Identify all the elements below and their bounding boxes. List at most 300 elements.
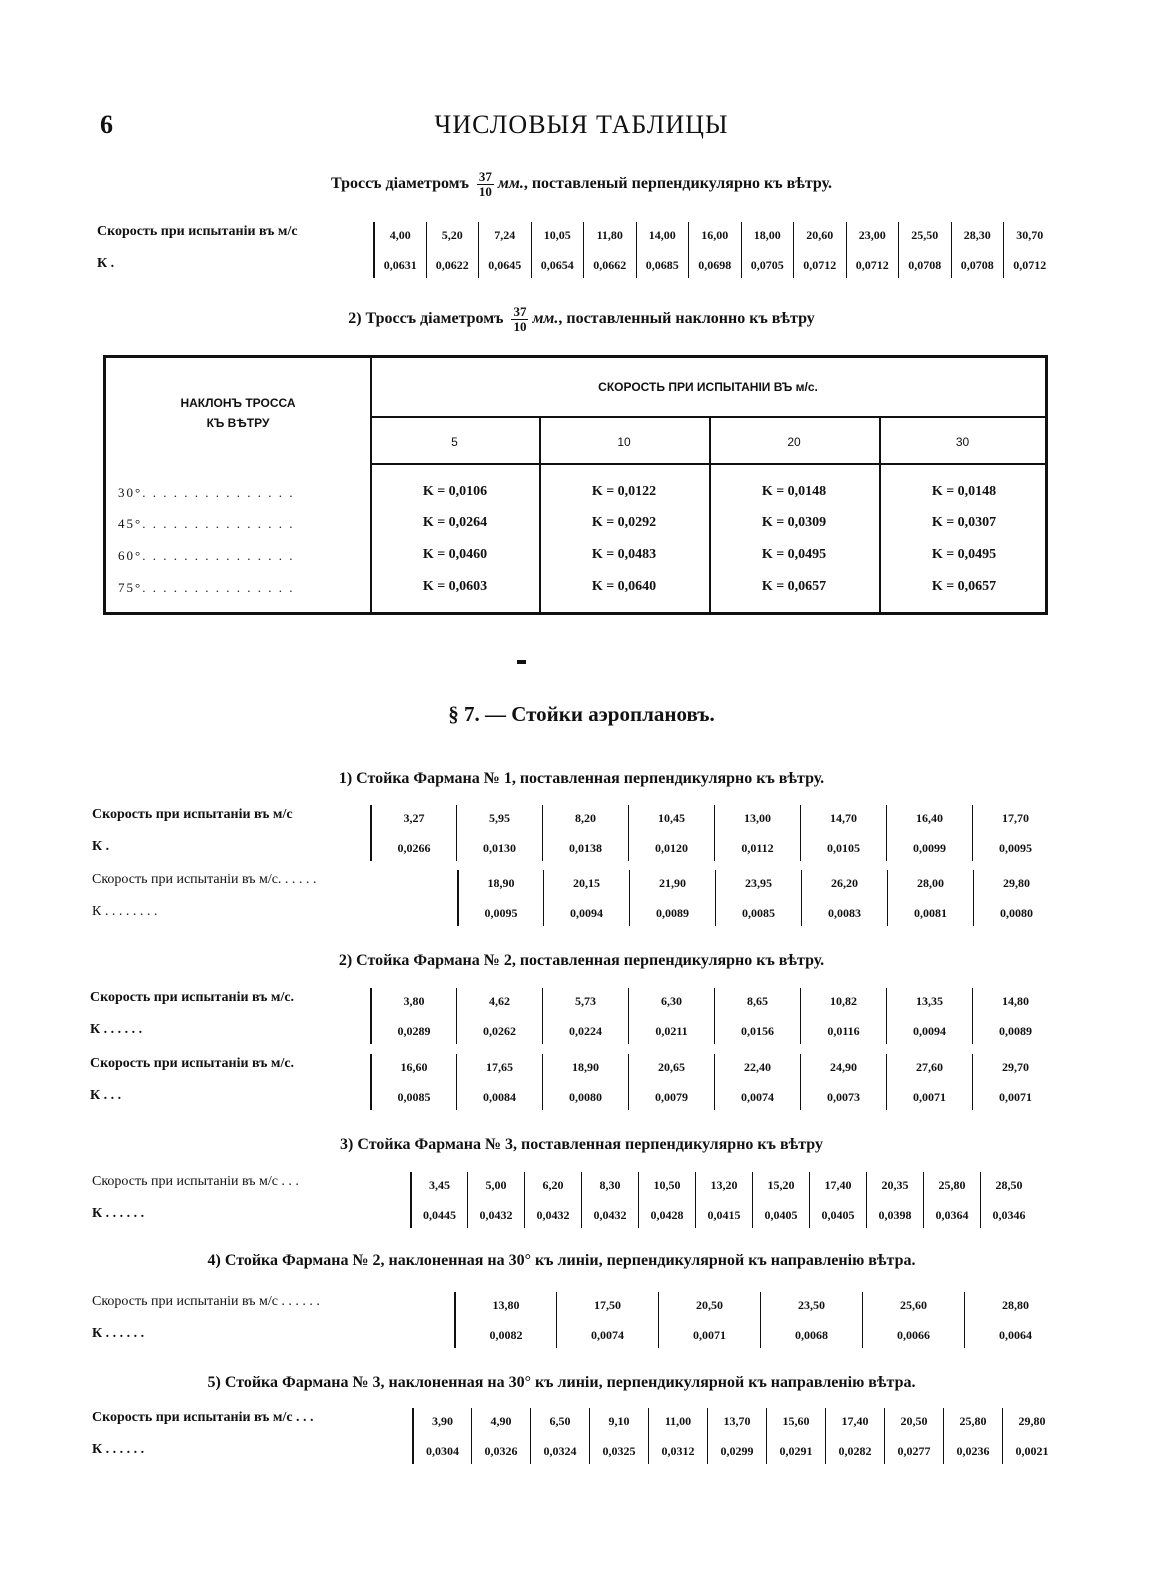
speed-value: 22,40 bbox=[744, 1060, 771, 1074]
table2-caption-post: , поставленный наклонно къ вѣтру bbox=[558, 310, 815, 328]
data-column bbox=[542, 988, 628, 1044]
data-column bbox=[793, 222, 846, 278]
speed-label: Скорость при испытаніи въ м/с bbox=[92, 807, 293, 822]
incline-row-label: 30°. . . . . . . . . . . . . . . bbox=[118, 485, 295, 500]
data-column bbox=[800, 988, 886, 1044]
strut2-cells-a bbox=[370, 988, 1058, 1044]
data-column bbox=[530, 1408, 589, 1464]
speed-value: 8,30 bbox=[599, 1178, 621, 1192]
data-column bbox=[886, 1054, 972, 1110]
speed-value: 11,80 bbox=[596, 228, 623, 242]
data-column bbox=[478, 222, 531, 278]
k-label: К . . . . . . bbox=[90, 1022, 143, 1037]
speed-value: 26,20 bbox=[831, 876, 858, 890]
data-column bbox=[457, 870, 543, 926]
k-value: K = 0,0148 bbox=[761, 484, 827, 499]
k-value: 0,0074 bbox=[741, 1090, 774, 1104]
speed-value: 5,00 bbox=[485, 1178, 507, 1192]
speed-value: 20,50 bbox=[900, 1414, 928, 1428]
strut2-rows-b bbox=[90, 1054, 1057, 1114]
speed-value: 25,80 bbox=[938, 1178, 966, 1192]
k-value: 0,0080 bbox=[1000, 906, 1033, 920]
k-value: 0,0445 bbox=[423, 1208, 456, 1222]
speed-value: 14,70 bbox=[830, 811, 857, 825]
data-column bbox=[589, 1408, 648, 1464]
speed-value: 6,30 bbox=[661, 994, 682, 1008]
k-value: 0,0708 bbox=[908, 258, 942, 272]
speed-value: 10,05 bbox=[543, 228, 571, 242]
speed-value: 14,80 bbox=[1002, 994, 1029, 1008]
k-value: 0,0130 bbox=[483, 841, 516, 855]
k-value: 0,0105 bbox=[827, 841, 860, 855]
k-value: 0,0299 bbox=[720, 1444, 754, 1458]
k-value: 0,0068 bbox=[795, 1328, 828, 1342]
k-value: 0,0712 bbox=[855, 258, 889, 272]
fraction-denominator: 10 bbox=[478, 184, 492, 199]
strut3-rows bbox=[92, 1172, 1061, 1232]
data-column bbox=[886, 805, 972, 861]
k-value: 0,0236 bbox=[956, 1444, 990, 1458]
k-value: 0,0312 bbox=[661, 1444, 695, 1458]
table2-caption bbox=[0, 305, 1163, 334]
k-value: K = 0,0106 bbox=[422, 484, 488, 499]
speed-value: 4,90 bbox=[490, 1414, 512, 1428]
strut1-caption: 1) Стойка Фармана № 1, поставленная перпендикулярно къ вѣтру. bbox=[338, 770, 825, 787]
speed-value: 3,27 bbox=[403, 811, 425, 825]
strut4-rows bbox=[92, 1292, 1057, 1352]
speed-value: 8,20 bbox=[575, 811, 596, 825]
data-column bbox=[583, 222, 636, 278]
incline-header-line2: КЪ ВѢТРУ bbox=[206, 416, 270, 430]
data-column bbox=[951, 222, 1004, 278]
k-value: 0,0084 bbox=[483, 1090, 516, 1104]
k-value: 0,0432 bbox=[479, 1208, 513, 1222]
k-value: K = 0,0603 bbox=[422, 579, 488, 594]
k-value: K = 0,0292 bbox=[591, 515, 657, 530]
data-column bbox=[373, 222, 426, 278]
table2-divider bbox=[370, 416, 1046, 418]
k-value: 0,0291 bbox=[779, 1444, 813, 1458]
table1-diameter-fraction bbox=[477, 170, 494, 199]
k-value: 0,0325 bbox=[602, 1444, 636, 1458]
k-value: 0,0415 bbox=[707, 1208, 741, 1222]
table2-divider bbox=[370, 463, 1046, 465]
k-value: K = 0,0307 bbox=[931, 515, 997, 530]
strut3-caption: 3) Стойка Фармана № 3, поставленная перпендикулярно къ вѣтру bbox=[340, 1136, 823, 1153]
speed-value: 29,80 bbox=[1018, 1414, 1046, 1428]
speed-value: 3,45 bbox=[429, 1178, 450, 1192]
strut2-rows-a bbox=[90, 988, 1057, 1048]
speed-label: Скорость при испытаніи въ м/с. . . . . . bbox=[92, 872, 317, 887]
k-label: К . . . . . . . . bbox=[92, 904, 158, 919]
k-label: К . . . bbox=[90, 1088, 122, 1103]
data-column bbox=[410, 1172, 467, 1228]
k-label: К . . . . . . bbox=[92, 1326, 145, 1341]
speed-value: 5,73 bbox=[575, 994, 596, 1008]
k-value: 0,0071 bbox=[913, 1090, 946, 1104]
k-value: 0,0085 bbox=[397, 1090, 431, 1104]
k-value: 0,0066 bbox=[897, 1328, 930, 1342]
speed-value: 13,70 bbox=[723, 1414, 751, 1428]
k-value: 0,0398 bbox=[878, 1208, 912, 1222]
k-value: 0,0364 bbox=[935, 1208, 969, 1222]
speed-value: 24,90 bbox=[830, 1060, 857, 1074]
data-column bbox=[426, 222, 479, 278]
table2-diameter-fraction bbox=[511, 305, 528, 334]
data-column bbox=[629, 870, 715, 926]
fraction-numerator: 37 bbox=[513, 304, 527, 319]
speed-value: 15,60 bbox=[782, 1414, 810, 1428]
k-value: 0,0262 bbox=[483, 1024, 516, 1038]
data-column bbox=[800, 805, 886, 861]
strut1-cells-a bbox=[370, 805, 1058, 861]
data-column bbox=[542, 805, 628, 861]
incline-header-line1: НАКЛОНЪ ТРОССА bbox=[180, 396, 296, 410]
k-value: 0,0289 bbox=[397, 1024, 431, 1038]
data-column bbox=[524, 1172, 581, 1228]
speed-value: 21,90 bbox=[659, 876, 686, 890]
k-value: 0,0021 bbox=[1015, 1444, 1049, 1458]
k-value: K = 0,0483 bbox=[591, 547, 657, 562]
k-value: 0,0094 bbox=[913, 1024, 946, 1038]
k-value: 0,0112 bbox=[741, 841, 774, 855]
data-column bbox=[752, 1172, 809, 1228]
data-column bbox=[972, 805, 1058, 861]
k-value: 0,0071 bbox=[693, 1328, 726, 1342]
k-value: 0,0326 bbox=[484, 1444, 518, 1458]
data-column bbox=[715, 870, 801, 926]
k-label: К . . . . . . bbox=[92, 1442, 145, 1457]
data-column bbox=[628, 805, 714, 861]
speed-value: 6,20 bbox=[542, 1178, 564, 1192]
strut1-rows-a bbox=[92, 805, 1057, 865]
speed-header: СКОРОСТЬ ПРИ ИСПЫТАНІИ ВЪ м/с. bbox=[598, 380, 818, 394]
k-value: 0,0082 bbox=[489, 1328, 523, 1342]
data-column bbox=[760, 1292, 862, 1348]
data-column bbox=[628, 988, 714, 1044]
k-value: 0,0083 bbox=[828, 906, 861, 920]
k-value: 0,0079 bbox=[655, 1090, 688, 1104]
speed-col-5: 5 bbox=[451, 435, 458, 449]
speed-value: 25,80 bbox=[959, 1414, 987, 1428]
k-value: 0,0211 bbox=[655, 1024, 688, 1038]
k-value: 0,0266 bbox=[397, 841, 431, 855]
speed-value: 17,40 bbox=[824, 1178, 852, 1192]
data-column bbox=[456, 1054, 542, 1110]
data-column bbox=[370, 988, 456, 1044]
speed-value: 10,82 bbox=[830, 994, 857, 1008]
speed-value: 28,50 bbox=[995, 1178, 1023, 1192]
data-column bbox=[531, 222, 584, 278]
speed-col-20: 20 bbox=[787, 435, 801, 449]
k-value: K = 0,0495 bbox=[761, 547, 827, 562]
k-value: K = 0,0657 bbox=[931, 579, 997, 594]
data-column bbox=[714, 805, 800, 861]
data-column bbox=[556, 1292, 658, 1348]
strut1-cells-b bbox=[457, 870, 1059, 926]
speed-value: 17,50 bbox=[594, 1298, 621, 1312]
k-value: 0,0080 bbox=[569, 1090, 602, 1104]
k-value: 0,0622 bbox=[435, 258, 469, 272]
speed-value: 23,50 bbox=[798, 1298, 825, 1312]
page-title: ЧИСЛОВЫЯ ТАБЛИЦЫ bbox=[434, 110, 729, 139]
speed-value: 4,62 bbox=[489, 994, 510, 1008]
k-value: 0,0405 bbox=[764, 1208, 798, 1222]
speed-value: 18,00 bbox=[753, 228, 781, 242]
data-column bbox=[800, 1054, 886, 1110]
k-value: 0,0662 bbox=[593, 258, 627, 272]
speed-label: Скорость при испытаніи въ м/с. bbox=[90, 990, 295, 1005]
strut2-caption: 2) Стойка Фармана № 2, поставленная перпендикулярно къ вѣтру. bbox=[338, 952, 825, 969]
speed-value: 29,70 bbox=[1002, 1060, 1029, 1074]
data-column bbox=[887, 870, 973, 926]
strut5-cells bbox=[412, 1408, 1061, 1464]
strut2-cells-b bbox=[370, 1054, 1058, 1110]
speed-value: 23,95 bbox=[745, 876, 772, 890]
k-value: 0,0282 bbox=[838, 1444, 872, 1458]
speed-value: 18,90 bbox=[572, 1060, 599, 1074]
strut4-caption: 4) Стойка Фармана № 2, наклоненная на 30° къ линіи, перпендикулярной къ направленію вѣтра. bbox=[207, 1252, 916, 1269]
fraction-numerator: 37 bbox=[478, 169, 492, 184]
speed-value: 5,20 bbox=[441, 228, 463, 242]
k-value: K = 0,0264 bbox=[422, 515, 488, 530]
speed-value: 10,50 bbox=[653, 1178, 681, 1192]
data-column bbox=[581, 1172, 638, 1228]
k-label: К . bbox=[92, 839, 110, 854]
k-value: 0,0089 bbox=[656, 906, 689, 920]
k-value: K = 0,0122 bbox=[591, 484, 657, 499]
speed-value: 16,40 bbox=[916, 811, 943, 825]
strut3-cells bbox=[410, 1172, 1037, 1228]
k-value: 0,0095 bbox=[999, 841, 1032, 855]
speed-label: Скорость при испытаніи въ м/с. bbox=[90, 1056, 295, 1071]
table1-unit: мм. bbox=[497, 175, 524, 193]
k-value: 0,0064 bbox=[999, 1328, 1032, 1342]
data-column bbox=[972, 1054, 1058, 1110]
speed-value: 6,50 bbox=[549, 1414, 571, 1428]
speed-value: 13,35 bbox=[916, 994, 943, 1008]
speed-value: 11,00 bbox=[664, 1414, 692, 1428]
speed-value: 20,35 bbox=[881, 1178, 909, 1192]
speed-value: 28,30 bbox=[963, 228, 991, 242]
data-column bbox=[898, 222, 951, 278]
k-value: 0,0405 bbox=[821, 1208, 855, 1222]
table1-caption-pre: Троссъ діаметромъ bbox=[331, 175, 469, 193]
speed-value: 18,90 bbox=[487, 876, 515, 890]
data-column bbox=[471, 1408, 530, 1464]
strut5-rows bbox=[92, 1408, 1061, 1468]
data-column bbox=[543, 870, 629, 926]
incline-row-label: 60°. . . . . . . . . . . . . . . bbox=[118, 548, 295, 563]
speed-col-30: 30 bbox=[955, 435, 970, 449]
data-column bbox=[1003, 222, 1056, 278]
data-column bbox=[825, 1408, 884, 1464]
k-label: К . . . . . . bbox=[92, 1206, 145, 1221]
data-column bbox=[688, 222, 741, 278]
k-value: 0,0346 bbox=[992, 1208, 1026, 1222]
table2-caption-pre: 2) Троссъ діаметромъ bbox=[348, 310, 504, 328]
data-column bbox=[467, 1172, 524, 1228]
separator-mark bbox=[517, 660, 526, 664]
speed-value: 16,60 bbox=[400, 1060, 428, 1074]
incline-row-label: 75°. . . . . . . . . . . . . . . bbox=[118, 580, 295, 595]
speed-value: 25,50 bbox=[911, 228, 939, 242]
speed-value: 4,00 bbox=[389, 228, 411, 242]
table2-unit: мм. bbox=[532, 310, 559, 328]
k-value: 0,0631 bbox=[383, 258, 417, 272]
data-column bbox=[707, 1408, 766, 1464]
data-column bbox=[943, 1408, 1002, 1464]
speed-value: 8,65 bbox=[747, 994, 768, 1008]
k-value: 0,0708 bbox=[960, 258, 994, 272]
speed-value: 28,80 bbox=[1002, 1298, 1029, 1312]
k-value: 0,0685 bbox=[645, 258, 679, 272]
data-column bbox=[714, 1054, 800, 1110]
data-column bbox=[801, 870, 887, 926]
table1-caption bbox=[0, 170, 1163, 199]
k-value: 0,0698 bbox=[698, 258, 732, 272]
data-column bbox=[456, 805, 542, 861]
speed-value: 29,80 bbox=[1003, 876, 1030, 890]
data-column bbox=[884, 1408, 943, 1464]
speed-value: 15,20 bbox=[767, 1178, 795, 1192]
data-column bbox=[628, 1054, 714, 1110]
k-value: 0,0120 bbox=[655, 841, 688, 855]
speed-value: 3,90 bbox=[432, 1414, 453, 1428]
table1-caption-post: , поставленый перпендикулярно къ вѣтру. bbox=[523, 175, 832, 193]
data-column bbox=[638, 1172, 695, 1228]
data-column bbox=[980, 1172, 1037, 1228]
speed-col-10: 10 bbox=[617, 435, 631, 449]
speed-value: 17,40 bbox=[841, 1414, 869, 1428]
speed-value: 7,24 bbox=[494, 228, 516, 242]
fraction-denominator: 10 bbox=[513, 319, 527, 334]
data-column bbox=[412, 1408, 471, 1464]
speed-value: 13,80 bbox=[492, 1298, 520, 1312]
data-column bbox=[695, 1172, 752, 1228]
k-value: K = 0,0148 bbox=[931, 484, 997, 499]
k-value: 0,0089 bbox=[999, 1024, 1032, 1038]
k-value: 0,0095 bbox=[484, 906, 518, 920]
data-column bbox=[636, 222, 689, 278]
table1-k-label: К . bbox=[97, 256, 115, 271]
k-value: 0,0324 bbox=[543, 1444, 577, 1458]
data-column bbox=[809, 1172, 866, 1228]
k-value: 0,0654 bbox=[540, 258, 574, 272]
k-value: 0,0277 bbox=[897, 1444, 931, 1458]
speed-value: 20,65 bbox=[658, 1060, 685, 1074]
data-column bbox=[846, 222, 899, 278]
k-value: K = 0,0460 bbox=[422, 547, 488, 562]
k-value: K = 0,0657 bbox=[761, 579, 827, 594]
data-column bbox=[370, 805, 456, 861]
speed-value: 10,45 bbox=[658, 811, 685, 825]
data-column bbox=[714, 988, 800, 1044]
data-column bbox=[370, 1054, 456, 1110]
k-value: 0,0116 bbox=[827, 1024, 860, 1038]
k-value: 0,0712 bbox=[1013, 258, 1047, 272]
data-column bbox=[1002, 1408, 1061, 1464]
speed-value: 28,00 bbox=[917, 876, 944, 890]
speed-value: 9,10 bbox=[608, 1414, 630, 1428]
k-value: 0,0432 bbox=[593, 1208, 627, 1222]
speed-value: 23,00 bbox=[858, 228, 886, 242]
speed-value: 20,15 bbox=[573, 876, 600, 890]
strut1-rows-b bbox=[92, 870, 1057, 930]
k-value: 0,0074 bbox=[591, 1328, 624, 1342]
k-value: 0,0645 bbox=[488, 258, 522, 272]
table1-rows bbox=[97, 222, 1057, 282]
k-value: 0,0081 bbox=[914, 906, 947, 920]
strut5-caption: 5) Стойка Фармана № 3, наклоненная на 30° къ линіи, перпендикулярной къ направленію вѣтра. bbox=[207, 1374, 916, 1391]
speed-label: Скорость при испытаніи въ м/с . . . bbox=[92, 1174, 299, 1189]
data-column bbox=[648, 1408, 707, 1464]
k-value: 0,0094 bbox=[570, 906, 603, 920]
speed-value: 5,95 bbox=[489, 811, 510, 825]
k-value: K = 0,0640 bbox=[591, 579, 657, 594]
data-column bbox=[862, 1292, 964, 1348]
k-value: 0,0138 bbox=[569, 841, 602, 855]
page-number: 6 bbox=[100, 110, 113, 139]
k-value: 0,0099 bbox=[913, 841, 946, 855]
speed-label: Скорость при испытаніи въ м/с . . . bbox=[92, 1410, 314, 1425]
speed-value: 3,80 bbox=[403, 994, 425, 1008]
data-column bbox=[766, 1408, 825, 1464]
data-column bbox=[456, 988, 542, 1044]
data-column bbox=[866, 1172, 923, 1228]
k-value: 0,0071 bbox=[999, 1090, 1032, 1104]
data-column bbox=[886, 988, 972, 1044]
k-value: K = 0,0309 bbox=[761, 515, 827, 530]
speed-value: 16,00 bbox=[701, 228, 729, 242]
data-column bbox=[542, 1054, 628, 1110]
incline-row-label: 45°. . . . . . . . . . . . . . . bbox=[118, 516, 295, 531]
table1-cells bbox=[373, 222, 1056, 278]
k-value: 0,0073 bbox=[827, 1090, 860, 1104]
data-column bbox=[923, 1172, 980, 1228]
k-value: 0,0304 bbox=[426, 1444, 459, 1458]
speed-value: 13,00 bbox=[744, 811, 771, 825]
speed-value: 13,20 bbox=[710, 1178, 738, 1192]
data-column bbox=[454, 1292, 556, 1348]
speed-value: 17,70 bbox=[1002, 811, 1029, 825]
k-value: 0,0156 bbox=[741, 1024, 774, 1038]
speed-value: 20,50 bbox=[696, 1298, 723, 1312]
data-column bbox=[964, 1292, 1066, 1348]
k-value: 0,0432 bbox=[536, 1208, 570, 1222]
table1-speed-label: Скорость при испытаніи въ м/с bbox=[97, 224, 298, 239]
speed-value: 14,00 bbox=[648, 228, 676, 242]
k-value: 0,0712 bbox=[803, 258, 837, 272]
strut4-cells bbox=[454, 1292, 1066, 1348]
speed-value: 30,70 bbox=[1016, 228, 1044, 242]
data-column bbox=[973, 870, 1059, 926]
k-value: 0,0428 bbox=[650, 1208, 684, 1222]
section-heading: § 7. — Стойки аэроплановъ. bbox=[448, 702, 715, 726]
k-value: 0,0224 bbox=[569, 1024, 602, 1038]
speed-value: 20,60 bbox=[806, 228, 834, 242]
data-column bbox=[658, 1292, 760, 1348]
speed-label: Скорость при испытаніи въ м/с . . . . . . bbox=[92, 1294, 320, 1309]
k-value: K = 0,0495 bbox=[931, 547, 997, 562]
k-value: 0,0085 bbox=[742, 906, 775, 920]
speed-value: 27,60 bbox=[916, 1060, 943, 1074]
speed-value: 17,65 bbox=[486, 1060, 513, 1074]
table2-box bbox=[103, 355, 1048, 615]
k-value: 0,0705 bbox=[750, 258, 784, 272]
data-column bbox=[741, 222, 794, 278]
speed-value: 25,60 bbox=[900, 1298, 927, 1312]
